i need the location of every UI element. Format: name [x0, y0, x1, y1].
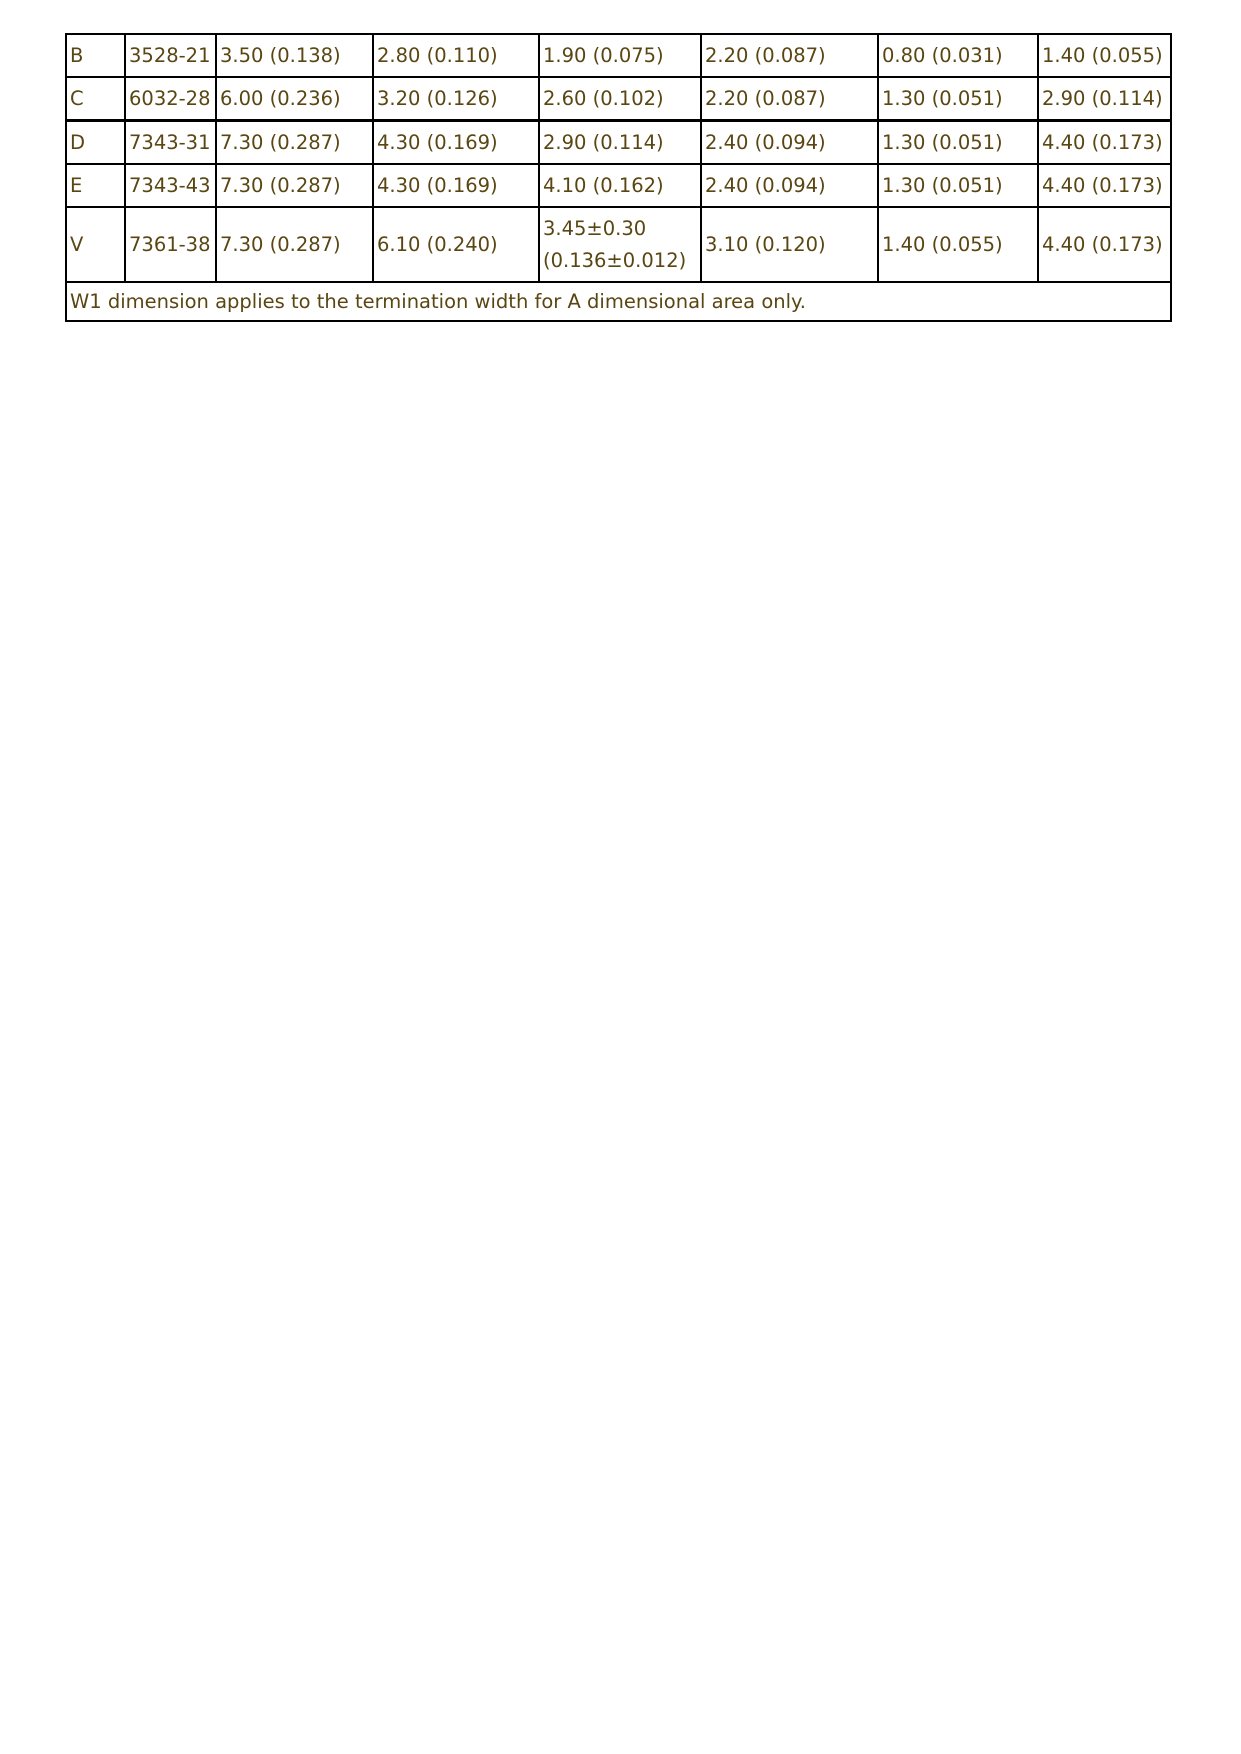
dimension-cell: 4.40 (0.173) [1038, 121, 1171, 165]
case-code-cell: E [66, 164, 125, 207]
dimension-cell: 6.10 (0.240) [373, 207, 539, 282]
dimension-cell: 7.30 (0.287) [216, 164, 373, 207]
eia-code-cell: 7361-38 [125, 207, 216, 282]
eia-code-cell: 7343-43 [125, 164, 216, 207]
footnote-text: W1 dimension applies to the termination width for A dimensional area only. [66, 282, 1171, 321]
dimension-cell: 4.30 (0.169) [373, 164, 539, 207]
dimension-cell: 2.20 (0.087) [701, 34, 878, 77]
footnote-row [66, 282, 1171, 321]
table-row [66, 77, 1171, 121]
dimension-cell: 2.90 (0.114) [539, 121, 701, 165]
eia-code-cell: 3528-21 [125, 34, 216, 77]
eia-code-cell: 6032-28 [125, 77, 216, 121]
dimension-cell: 4.10 (0.162) [539, 164, 701, 207]
dimension-cell: 4.40 (0.173) [1038, 207, 1171, 282]
dimension-cell: 1.40 (0.055) [1038, 34, 1171, 77]
dimension-cell: 3.10 (0.120) [701, 207, 878, 282]
dimension-cell: 6.00 (0.236) [216, 77, 373, 121]
dimension-cell: 4.30 (0.169) [373, 121, 539, 165]
case-code-cell: C [66, 77, 125, 121]
dimension-cell: 3.20 (0.126) [373, 77, 539, 121]
dimension-cell: 2.90 (0.114) [1038, 77, 1171, 121]
dimension-cell: 1.30 (0.051) [878, 164, 1038, 207]
dimension-cell: 2.60 (0.102) [539, 77, 701, 121]
dimension-cell: 1.90 (0.075) [539, 34, 701, 77]
table-row [66, 121, 1171, 165]
dimension-cell: 2.80 (0.110) [373, 34, 539, 77]
dimensions-table [65, 33, 1172, 322]
dimension-cell: 1.30 (0.051) [878, 121, 1038, 165]
dimension-cell: 4.40 (0.173) [1038, 164, 1171, 207]
dimension-cell: 2.40 (0.094) [701, 164, 878, 207]
dimension-cell: 2.20 (0.087) [701, 77, 878, 121]
dimension-cell: 7.30 (0.287) [216, 121, 373, 165]
case-code-cell: D [66, 121, 125, 165]
dimension-cell: 7.30 (0.287) [216, 207, 373, 282]
dimension-cell [539, 207, 701, 282]
dimension-cell: 1.40 (0.055) [878, 207, 1038, 282]
table-row [66, 207, 1171, 282]
dimension-cell: 3.50 (0.138) [216, 34, 373, 77]
dimension-cell: 2.40 (0.094) [701, 121, 878, 165]
table-row [66, 34, 1171, 77]
dimension-value-line: 3.45±0.30 [543, 216, 647, 240]
dimension-cell: 0.80 (0.031) [878, 34, 1038, 77]
eia-code-cell: 7343-31 [125, 121, 216, 165]
case-code-cell: V [66, 207, 125, 282]
dimension-value-line: (0.136±0.012) [543, 248, 687, 272]
dimension-cell: 1.30 (0.051) [878, 77, 1038, 121]
case-code-cell: B [66, 34, 125, 77]
table-row [66, 164, 1171, 207]
